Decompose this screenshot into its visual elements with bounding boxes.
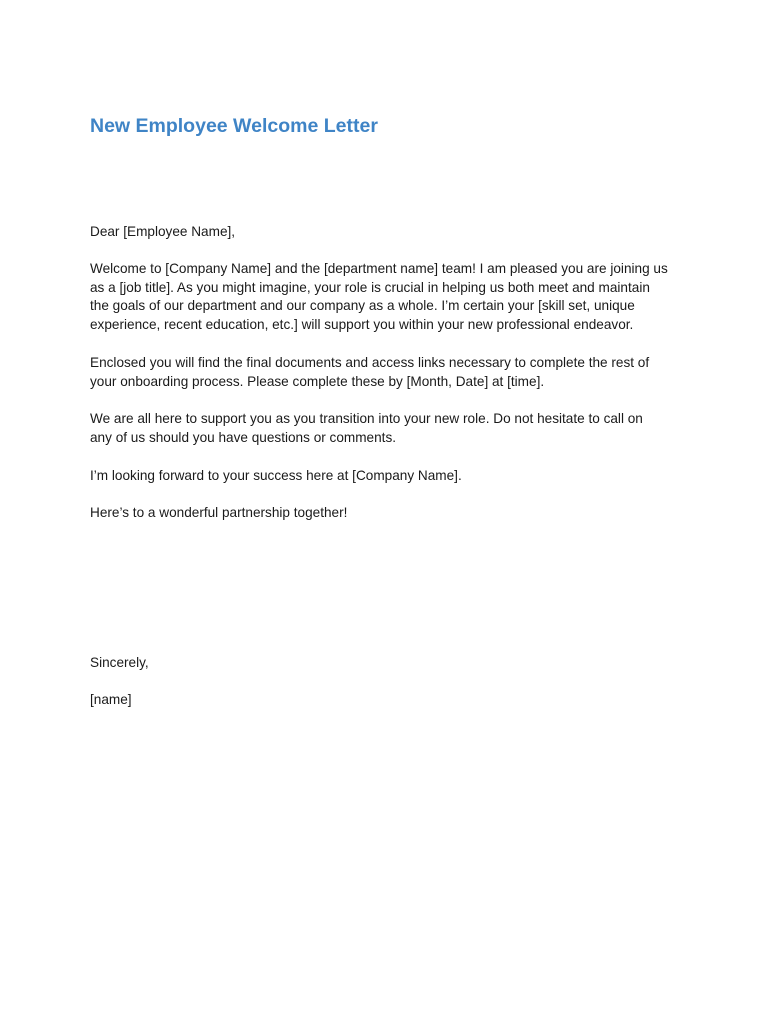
paragraph-line: I’m looking forward to your success here at [Company Name]. bbox=[90, 468, 462, 483]
paragraph-line: We are all here to support you as you transition into your new role. Do not hesitate to call on bbox=[90, 411, 643, 426]
paragraph-line: Enclosed you will find the final documents and access links necessary to complete the rest of bbox=[90, 355, 650, 370]
paragraph-line: your onboarding process. Please complete these by [Month, Date] at [time]. bbox=[90, 373, 545, 389]
paragraph-line: experience, recent education, etc.] will support you within your new professional endeavor. bbox=[90, 316, 634, 332]
paragraph-line: the goals of our department and our company as a whole. I’m certain your [skill set, unique bbox=[90, 298, 635, 314]
paragraph-line: any of us should you have questions or comments. bbox=[90, 429, 397, 445]
paragraph-welcome bbox=[90, 260, 690, 334]
paragraph-looking-forward bbox=[90, 467, 690, 486]
paragraph-documents bbox=[90, 354, 690, 391]
signature-name: [name] bbox=[90, 692, 132, 707]
paragraph-support bbox=[90, 410, 690, 447]
closing: Sincerely, bbox=[90, 655, 149, 670]
paragraph-partnership bbox=[90, 504, 690, 523]
letter-title: New Employee Welcome Letter bbox=[90, 115, 378, 137]
paragraph-line: Welcome to [Company Name] and the [department name] team! I am pleased you are joining us bbox=[90, 261, 668, 276]
salutation: Dear [Employee Name], bbox=[90, 224, 236, 239]
paragraph-line: Here’s to a wonderful partnership together! bbox=[90, 505, 348, 520]
paragraph-line: as a [job title]. As you might imagine, your role is crucial in helping us both meet and maintain bbox=[90, 279, 650, 295]
